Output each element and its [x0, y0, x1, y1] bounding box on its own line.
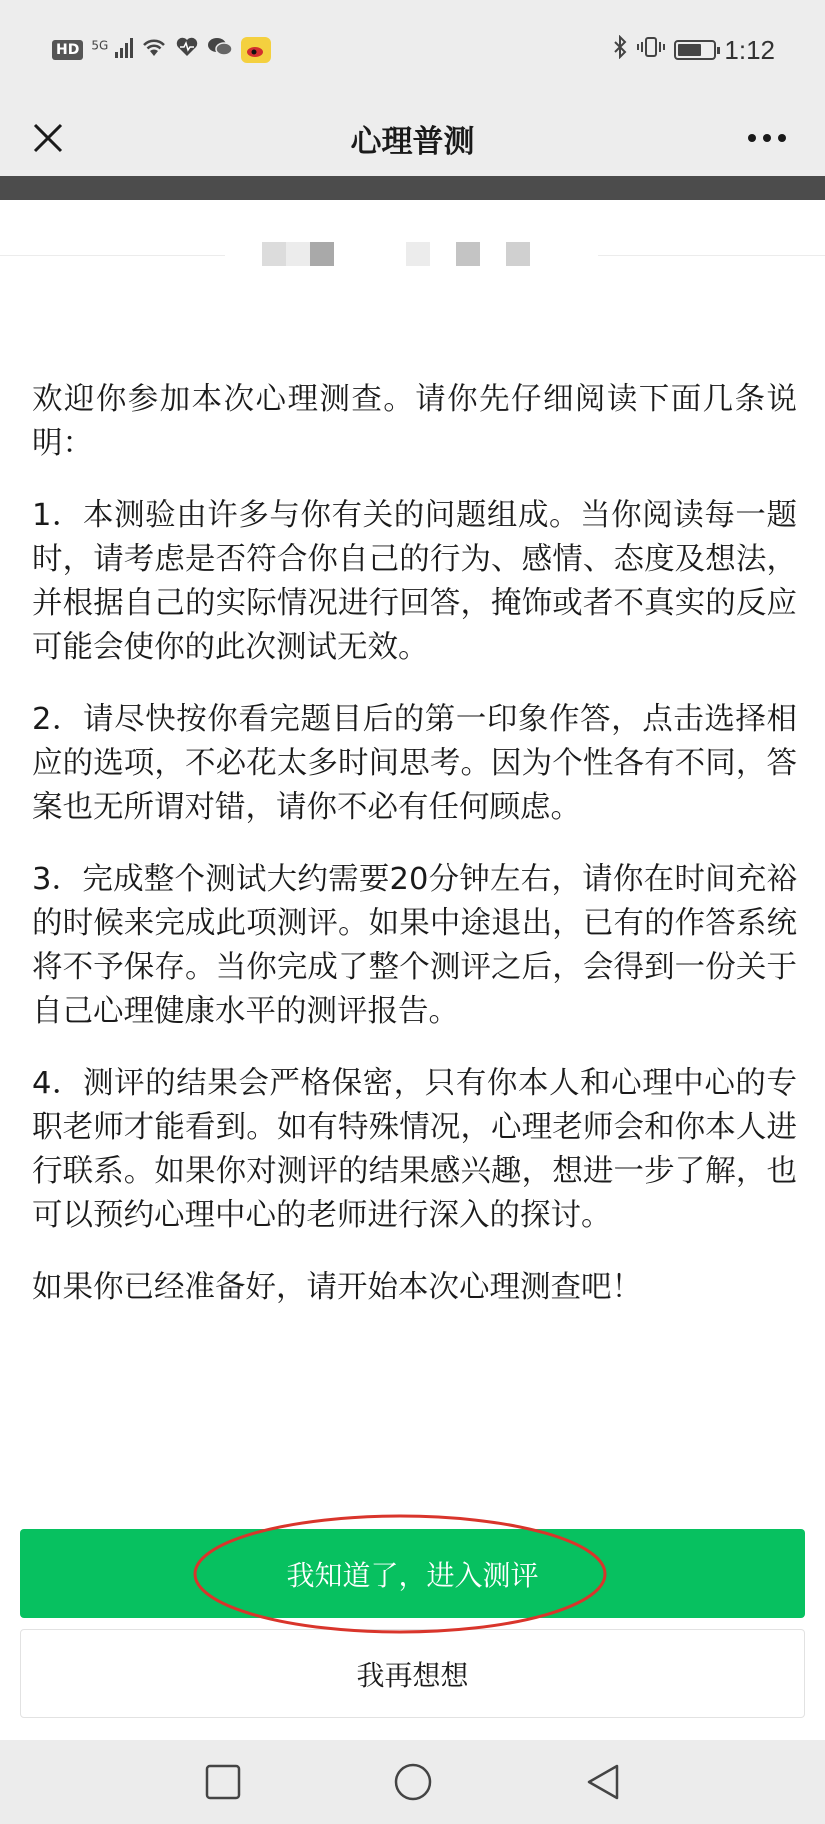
close-button[interactable] — [22, 112, 74, 164]
system-nav-bar — [0, 1740, 825, 1824]
triangle-back-icon — [585, 1763, 621, 1801]
network-type: 5G — [91, 38, 109, 53]
blurred-text — [406, 242, 430, 266]
bluetooth-icon — [612, 35, 628, 65]
square-icon — [205, 1764, 241, 1800]
back-button[interactable] — [573, 1752, 633, 1812]
more-dot-icon — [748, 134, 756, 142]
instruction-item: 2．请尽快按你看完题目后的第一印象作答，点击选择相应的选项，不必花太多时间思考。因为个性各有不同，答案也无所谓对错，请你不必有任何顾虑。 — [32, 702, 797, 825]
more-button[interactable] — [739, 114, 795, 162]
more-dot-icon — [763, 134, 771, 142]
blurred-text — [456, 242, 480, 266]
instruction-item: 3．完成整个测试大约需要20分钟左右，请你在时间充裕的时候来完成此项测评。如果中途退出，已有的作答系统将不予保存。当你完成了整个测评之后，会得到一份关于自己心理健康水平的测评报告。 — [32, 862, 797, 1029]
vibrate-icon — [636, 35, 666, 65]
close-icon — [32, 122, 64, 154]
hd-badge: HD — [52, 40, 83, 60]
weibo-icon — [241, 37, 271, 63]
recent-apps-button[interactable] — [193, 1752, 253, 1812]
page-title: 心理普测 — [350, 123, 475, 160]
wifi-icon — [141, 36, 167, 64]
blurred-text — [286, 242, 310, 266]
heart-rate-icon — [175, 36, 199, 64]
progress-strip — [0, 176, 825, 200]
think-again-label: 我再想想 — [356, 1658, 469, 1692]
blurred-text — [506, 242, 530, 266]
instruction-item: 4．测评的结果会严格保密，只有你本人和心理中心的专职老师才能看到。如有特殊情况，心理老师会和你本人进行联系。如果你对测评的结果感兴趣，想进一步了解，也可以预约心理中心的老师进行深入的探讨。 — [32, 1066, 797, 1233]
status-right — [612, 35, 775, 66]
intro-text: 欢迎你参加本次心理测查。请你先仔细阅读下面几条说明： — [32, 382, 797, 461]
circle-icon — [393, 1762, 433, 1802]
nav-bar — [0, 100, 825, 176]
instruction-item: 1．本测验由许多与你有关的问题组成。当你阅读每一题时，请考虑是否符合你自己的行为、感情、态度及想法，并根据自己的实际情况进行回答，掩饰或者不真实的反应可能会使你的此次测试无效。 — [32, 498, 797, 665]
signal-icon — [91, 36, 133, 64]
divider — [0, 255, 225, 256]
status-bar — [0, 0, 825, 100]
instructions — [32, 378, 797, 1338]
divider — [598, 255, 825, 256]
start-assessment-label: 我知道了，进入测评 — [286, 1558, 539, 1592]
blurred-text — [310, 242, 334, 266]
more-dot-icon — [778, 134, 786, 142]
home-button[interactable] — [383, 1752, 443, 1812]
blurred-text — [262, 242, 286, 266]
start-assessment-button[interactable] — [20, 1529, 805, 1618]
closing-text: 如果你已经准备好，请开始本次心理测查吧！ — [32, 1270, 642, 1305]
think-again-button[interactable] — [20, 1629, 805, 1718]
battery-icon — [674, 40, 716, 60]
wechat-icon — [207, 36, 233, 64]
status-left — [52, 36, 271, 64]
clock: 1:12 — [724, 34, 775, 65]
